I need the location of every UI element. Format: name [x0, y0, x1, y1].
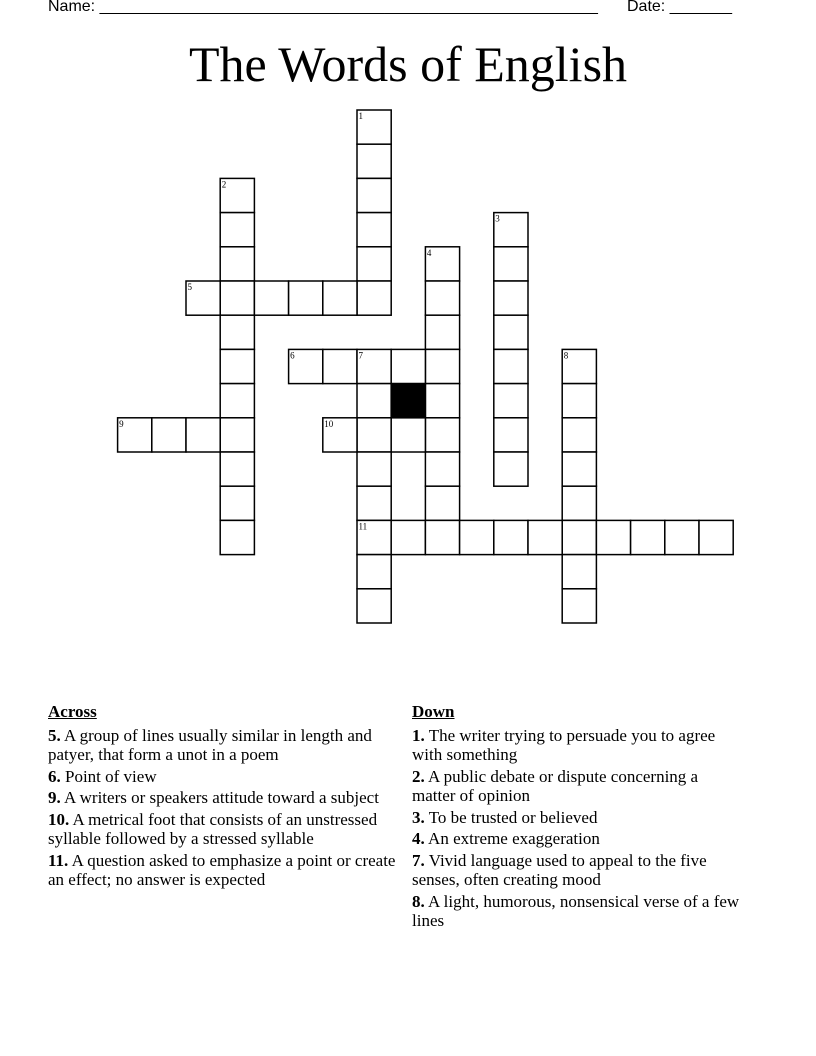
- across-clue: [48, 726, 398, 765]
- down-clue-number: 4.: [412, 829, 425, 848]
- grid-cell[interactable]: [528, 520, 562, 554]
- down-heading: Down: [412, 702, 455, 721]
- grid-cell[interactable]: [494, 418, 528, 452]
- grid-cell[interactable]: [357, 281, 391, 315]
- across-clue-list: [48, 726, 398, 890]
- grid-cell[interactable]: [460, 520, 494, 554]
- grid-cell[interactable]: [152, 418, 186, 452]
- across-clue-number: 11.: [48, 850, 69, 870]
- grid-cell[interactable]: [665, 520, 699, 554]
- grid-cell[interactable]: [494, 281, 528, 315]
- clue-number-6: 6: [290, 350, 295, 361]
- page-title: The Words of English: [188, 36, 628, 92]
- clue-number-2: 2: [221, 179, 227, 190]
- clue-number-10: 10: [324, 418, 334, 429]
- grid-cell[interactable]: [494, 520, 528, 554]
- name-field-label: Name: ________________________________________________________: [48, 0, 598, 15]
- grid-cell[interactable]: [391, 418, 425, 452]
- down-clue: [412, 767, 742, 806]
- grid-cell[interactable]: [494, 349, 528, 383]
- down-clue: [412, 726, 742, 765]
- grid-cell[interactable]: [391, 520, 425, 554]
- across-clue-text: A question asked to emphasize a point or create an effect; no answer is expected: [48, 850, 396, 889]
- across-clue: [48, 810, 398, 849]
- grid-cell[interactable]: [220, 418, 254, 452]
- down-clue-number: 2.: [412, 766, 425, 786]
- clue-number-7: 7: [358, 350, 363, 361]
- down-clue: [412, 808, 742, 828]
- grid-cell[interactable]: [323, 281, 357, 315]
- grid-cell[interactable]: [425, 486, 459, 520]
- across-clue-number: 5.: [48, 725, 61, 745]
- grid-cell[interactable]: [562, 589, 596, 623]
- grid-cell[interactable]: [425, 418, 459, 452]
- grid-cell[interactable]: [323, 349, 357, 383]
- down-clue-text: The writer trying to persuade you to agree with something: [412, 725, 716, 764]
- grid-cell[interactable]: [357, 144, 391, 178]
- across-clue-number: 6.: [48, 766, 61, 786]
- grid-cell[interactable]: [357, 213, 391, 247]
- down-clue-number: 7.: [412, 850, 425, 870]
- grid-cell[interactable]: [562, 520, 596, 554]
- across-clue: [48, 851, 398, 890]
- grid-cell[interactable]: [186, 418, 220, 452]
- grid-cell[interactable]: [220, 384, 254, 418]
- across-clue-text: A metrical foot that consists of an unstressed syllable followed by a stressed syllable: [48, 809, 378, 848]
- grid-cell[interactable]: [220, 247, 254, 281]
- down-clue-number: 3.: [412, 807, 425, 827]
- grid-cell[interactable]: [357, 589, 391, 623]
- down-clue-number: 8.: [412, 891, 425, 911]
- grid-cell[interactable]: [494, 315, 528, 349]
- clue-number-4: 4: [426, 247, 432, 258]
- grid-cell[interactable]: [631, 520, 665, 554]
- clue-number-3: 3: [495, 213, 500, 224]
- grid-cell[interactable]: [220, 520, 254, 554]
- clue-number-11: 11: [358, 521, 368, 532]
- across-clues: [48, 702, 398, 892]
- grid-cell[interactable]: [562, 418, 596, 452]
- grid-cell[interactable]: [562, 384, 596, 418]
- down-clue-text: A public debate or dispute concerning a matter of opinion: [412, 766, 699, 805]
- down-clues: [412, 702, 742, 933]
- grid-cell[interactable]: [220, 213, 254, 247]
- date-field-label: Date: _______: [627, 0, 732, 15]
- grid-cell[interactable]: [425, 315, 459, 349]
- clue-number-8: 8: [563, 350, 569, 361]
- across-clue: [48, 767, 398, 787]
- across-heading: Across: [48, 702, 97, 721]
- grid-cell[interactable]: [357, 555, 391, 589]
- grid-cell[interactable]: [220, 452, 254, 486]
- grid-cell[interactable]: [391, 349, 425, 383]
- down-clue-text: A light, humorous, nonsensical verse of a few lines: [412, 891, 740, 930]
- grid-cell[interactable]: [562, 452, 596, 486]
- grid-cell[interactable]: [289, 281, 323, 315]
- grid-cell[interactable]: [494, 452, 528, 486]
- grid-cell[interactable]: [220, 486, 254, 520]
- grid-cell[interactable]: [357, 452, 391, 486]
- down-clue-text: An extreme exaggeration: [424, 829, 600, 848]
- grid-cell[interactable]: [699, 520, 733, 554]
- grid-cell[interactable]: [220, 281, 254, 315]
- grid-black-cell: [391, 384, 425, 418]
- grid-cell[interactable]: [494, 247, 528, 281]
- across-clue-number: 9.: [48, 788, 61, 807]
- across-clue-number: 10.: [48, 809, 70, 829]
- grid-cell[interactable]: [357, 418, 391, 452]
- down-clue-list: [412, 726, 742, 931]
- grid-cell[interactable]: [425, 520, 459, 554]
- clue-number-1: 1: [358, 111, 363, 121]
- grid-cell[interactable]: [357, 247, 391, 281]
- clue-number-9: 9: [119, 418, 124, 429]
- grid-cell[interactable]: [425, 452, 459, 486]
- across-clue: [48, 788, 398, 808]
- down-clue: [412, 851, 742, 890]
- grid-cell[interactable]: [357, 486, 391, 520]
- across-clue-text: A group of lines usually similar in length and patyer, that form a unot in a poem: [48, 725, 372, 764]
- grid-cell[interactable]: [494, 384, 528, 418]
- grid-cell[interactable]: [425, 384, 459, 418]
- grid-cell[interactable]: [425, 349, 459, 383]
- across-clue-text: Point of view: [60, 766, 157, 786]
- down-clue: [412, 829, 742, 849]
- grid-cell[interactable]: [254, 281, 288, 315]
- grid-cell[interactable]: [596, 520, 630, 554]
- grid-cell[interactable]: [357, 384, 391, 418]
- down-clue: [412, 892, 742, 931]
- down-clue-text: To be trusted or believed: [424, 807, 598, 827]
- grid-cell[interactable]: [357, 178, 391, 212]
- grid-cell[interactable]: [220, 315, 254, 349]
- down-clue-text: Vivid language used to appeal to the five senses, often creating mood: [412, 850, 707, 889]
- across-clue-text: A writers or speakers attitude toward a subject: [60, 788, 379, 807]
- grid-cell[interactable]: [220, 349, 254, 383]
- down-clue-number: 1.: [412, 725, 425, 745]
- grid-cell[interactable]: [562, 486, 596, 520]
- grid-cell[interactable]: [562, 555, 596, 589]
- clue-number-5: 5: [187, 282, 192, 292]
- grid-cell[interactable]: [425, 281, 459, 315]
